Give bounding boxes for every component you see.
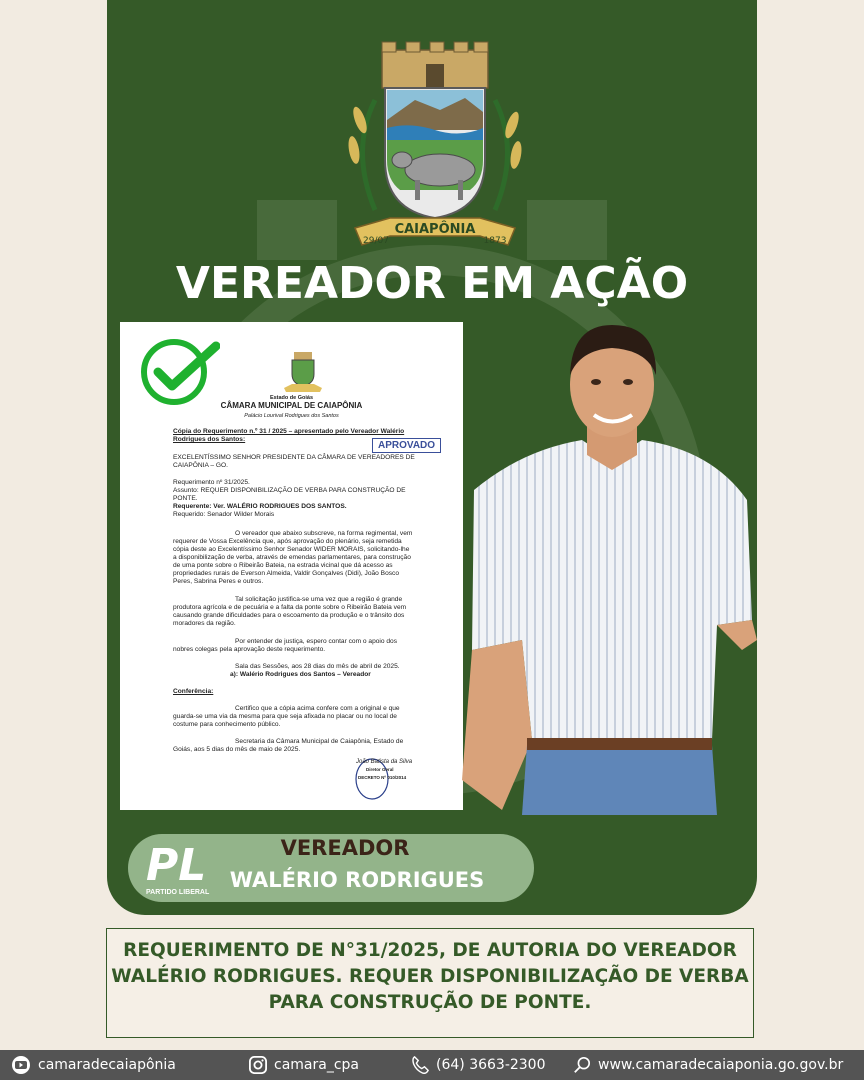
footer-instagram[interactable] <box>248 1056 359 1074</box>
doc-copy-line-1: Cópia do Requerimento n.º 31 / 2025 – apresentado pelo Vereador Walério <box>173 428 405 435</box>
description <box>106 938 754 1016</box>
doc-copy-line-2: Rodrigues dos Santos: <box>173 436 246 443</box>
doc-signature-name: João Batista da Silva <box>356 759 413 765</box>
doc-requester: Requerente: Ver. WALÉRIO RODRIGUES DOS SANTOS. <box>173 503 347 510</box>
party-logo: PL <box>146 840 207 891</box>
councilman-name: WALÉRIO RODRIGUES <box>229 868 485 892</box>
doc-signature-decree: DECRETO Nº 010/2014 <box>358 775 407 780</box>
doc-p2-line: causando grande dificuldades para o escoamento da produção e o trânsito dos <box>173 612 405 619</box>
role-label: VEREADOR <box>280 836 410 860</box>
doc-subject-1: Assunto: REQUER DISPONIBILIZAÇÃO DE VERBA PARA CONSTRUÇÃO DE <box>173 487 406 494</box>
party-logo-sub: PARTIDO LIBERAL <box>146 889 210 896</box>
approved-stamp: APROVADO <box>372 438 441 453</box>
doc-p1-line: Peres, Sabrina Peres e outros. <box>173 578 264 585</box>
description-line: WALÉRIO RODRIGUES. REQUER DISPONIBILIZAÇÃO DE VERBA <box>111 966 749 987</box>
phone-number: (64) 3663-2300 <box>436 1057 546 1073</box>
doc-state: Estado de Goiás <box>269 395 314 401</box>
doc-signed: a): Walério Rodrigues dos Santos – Vereador <box>230 671 371 678</box>
crest-ribbon-text: CAIAPÔNIA <box>394 222 476 237</box>
youtube-handle: camaradecaiapônia <box>38 1057 176 1073</box>
doc-sessions: Sala das Sessões, aos 28 dias do mês de abril de 2025. <box>235 663 400 670</box>
doc-requested: Requerido: Senador Wilder Morais <box>173 511 275 518</box>
doc-p3-line: nobres colegas pela aprovação deste requerimento. <box>173 646 326 653</box>
footer-youtube[interactable] <box>10 1056 176 1074</box>
headline: VEREADOR EM AÇÃO <box>175 258 689 309</box>
doc-chamber: CÂMARA MUNICIPAL DE CAIAPÔNIA <box>220 401 363 410</box>
doc-p3-line: Por entender de justiça, espero contar com o apoio dos <box>235 638 398 645</box>
doc-subject-2: PONTE. <box>173 495 198 502</box>
footer-phone[interactable] <box>410 1056 546 1074</box>
doc-p1-line: propriedades rurais de Everson Almeida, Valdir Gonçalves (Didi), João Bosco <box>173 570 400 577</box>
doc-palace: Palácio Lourival Rodrigues dos Santos <box>244 413 339 419</box>
search-icon <box>572 1056 592 1074</box>
crest-year-right: 1873 <box>483 236 507 246</box>
doc-p1-line: de uma ponte sobre o Ribeirão Bateia, na estrada vicinal que dá acesso as <box>173 562 393 569</box>
instagram-icon <box>248 1056 268 1074</box>
description-line: REQUERIMENTO DE N°31/2025, DE AUTORIA DO VEREADOR <box>123 940 737 961</box>
doc-addressee-1: EXCELENTÍSSIMO SENHOR PRESIDENTE DA CÂMARA DE VEREADORES DE <box>173 454 415 461</box>
doc-secretary-line: Secretaria da Câmara Municipal de Caiapônia, Estado de <box>235 738 404 745</box>
caiaponia-crest-icon <box>330 40 540 255</box>
phone-icon <box>410 1056 430 1074</box>
footer-website[interactable] <box>572 1056 843 1074</box>
youtube-icon <box>10 1056 32 1074</box>
footer <box>0 1050 864 1080</box>
doc-p1-line: cópia deste ao Excelentíssimo Senhor Senador WIDER MORAIS, solicitando-lhe <box>173 546 410 553</box>
instagram-handle: camara_cpa <box>274 1057 359 1073</box>
doc-signature-role: Diretor Geral <box>366 767 394 772</box>
doc-p2-line: produtora agrícola e de pecuária e a falta da ponte sobre o Ribeirão Bateia vem <box>173 604 407 611</box>
doc-p2-line: moradores da região. <box>173 620 236 627</box>
doc-conf-line: costume para conhecimento público. <box>173 721 281 728</box>
doc-req-no: Requerimento nº 31/2025. <box>173 479 250 486</box>
requirement-document <box>120 322 463 810</box>
doc-addressee-2: CAIAPÔNIA – GO. <box>173 462 228 469</box>
description-line: PARA CONSTRUÇÃO DE PONTE. <box>268 992 592 1013</box>
doc-p2-line: Tal solicitação justifica-se uma vez que a região é grande <box>235 596 403 603</box>
document-crest-icon <box>280 350 326 392</box>
crest-year-left: 29/07 <box>363 236 389 246</box>
councilman-photo <box>462 320 757 815</box>
doc-p1-line: requerer de Vossa Excelência que, após aprovação do plenário, seja remetida <box>173 538 402 545</box>
doc-p1-line: a disponibilização de verba, através de emendas parlamentares, para construção <box>173 554 411 561</box>
doc-secretary-line: Goiás, aos 5 dias do mês de maio de 2025. <box>173 746 301 753</box>
doc-conf-line: Certifico que a cópia acima confere com a original e que <box>235 705 400 712</box>
doc-p1-line: O vereador que abaixo subscreve, na forma regimental, vem <box>235 530 413 537</box>
website-url: www.camaradecaiaponia.go.gov.br <box>598 1057 844 1073</box>
doc-conf-title: Conferência: <box>173 688 214 695</box>
doc-conf-line: guarda-se uma via da mesma para que seja afixada no placar ou no local de <box>173 713 397 720</box>
